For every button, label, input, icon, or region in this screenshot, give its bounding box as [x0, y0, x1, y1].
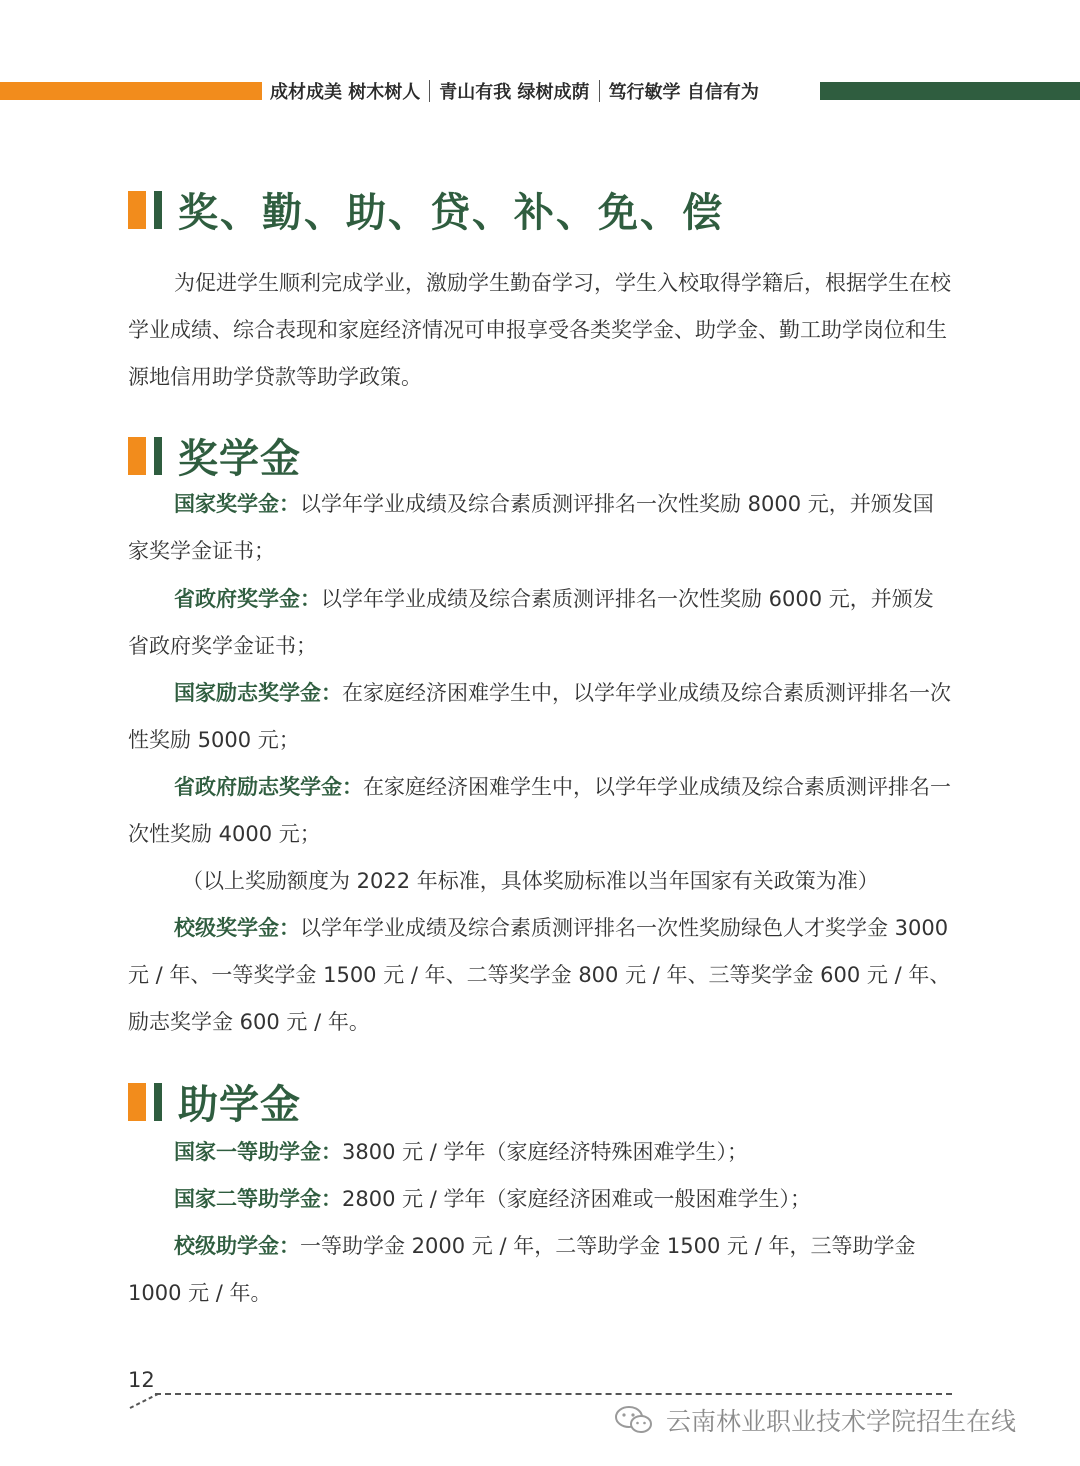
- slogan-1: 成材成美 树木树人: [270, 82, 421, 103]
- term-label: 校级助学金：: [174, 1234, 300, 1258]
- slogan-3: 笃行敏学 自信有为: [608, 82, 759, 103]
- heading-green-marker: [154, 191, 162, 229]
- term-label: 省政府奖学金：: [174, 587, 321, 611]
- header-green-bar: [820, 82, 1080, 100]
- term-text: 以学年学业成绩及综合素质测评排名一次性奖励 8000 元，并颁发国家奖学金证书；: [128, 492, 934, 563]
- term-label: 校级奖学金：: [174, 916, 300, 940]
- heading-title: 助学金: [178, 1082, 301, 1128]
- footer-dashed-line: [155, 1393, 952, 1395]
- header-orange-bar: [0, 82, 262, 100]
- watermark-text: 云南林业职业技术学院招生在线: [666, 1407, 1017, 1436]
- term-label: 省政府励志奖学金：: [174, 775, 363, 799]
- grant-item-national-first: [128, 1129, 952, 1176]
- header-slogans: [270, 76, 815, 106]
- term-text: 以学年学业成绩及综合素质测评排名一次性奖励 6000 元，并颁发省政府奖学金证书；: [128, 587, 934, 658]
- heading-green-marker: [154, 437, 162, 475]
- scholarship-item-provincial-inspirational: [128, 764, 952, 858]
- term-label: 国家奖学金：: [174, 492, 300, 516]
- scholarship-item-national-inspirational: [128, 670, 952, 764]
- term-label: 国家励志奖学金：: [174, 681, 342, 705]
- intro-paragraph: 为促进学生顺利完成学业，激励学生勤奋学习，学生入校取得学籍后，根据学生在校学业成绩、综合表现和家庭经济情况可申报享受各类奖学金、助学金、勤工助学岗位和生源地信用助学贷款等助学政策。: [128, 271, 951, 389]
- section-heading-intro: [128, 181, 724, 238]
- term-label: 国家二等助学金：: [174, 1187, 342, 1211]
- heading-title: 奖、勤、助、贷、补、免、偿: [178, 190, 724, 236]
- footer-dash-diagonal: [128, 1393, 162, 1409]
- term-label: 国家一等助学金：: [174, 1140, 342, 1164]
- watermark: [614, 1400, 1016, 1440]
- heading-green-marker: [154, 1083, 162, 1121]
- term-text: 一等助学金 2000 元 / 年，二等助学金 1500 元 / 年，三等助学金 1000 元 / 年。: [128, 1234, 916, 1305]
- scholarship-note: （以上奖励额度为 2022 年标准，具体奖励标准以当年国家有关政策为准）: [182, 869, 879, 893]
- term-text: 3800 元 / 学年（家庭经济特殊困难学生）；: [342, 1140, 749, 1164]
- term-text: 在家庭经济困难学生中，以学年学业成绩及综合素质测评排名一次性奖励 5000 元；: [128, 681, 951, 752]
- scholarship-item-provincial: [128, 576, 952, 670]
- term-text: 2800 元 / 学年（家庭经济困难或一般困难学生）；: [342, 1187, 812, 1211]
- heading-title: 奖学金: [178, 436, 301, 482]
- scholarship-item-school: [128, 905, 952, 1046]
- grant-item-national-second: [128, 1176, 952, 1223]
- grant-item-school: [128, 1223, 952, 1317]
- slogan-divider: [429, 80, 430, 102]
- slogan-2: 青山有我 绿树成荫: [439, 82, 590, 103]
- page-number: 12: [128, 1368, 155, 1392]
- slogan-divider: [599, 80, 600, 102]
- heading-orange-marker: [128, 437, 146, 475]
- wechat-icon: [614, 1404, 654, 1436]
- term-text: 以学年学业成绩及综合素质测评排名一次性奖励绿色人才奖学金 3000 元 / 年、一等奖学金 1500 元 / 年、二等奖学金 800 元 / 年、三等奖学金 600 元 / 年、励志奖学金 600 元 / 年。: [128, 916, 951, 1034]
- heading-orange-marker: [128, 1083, 146, 1121]
- term-text: 在家庭经济困难学生中，以学年学业成绩及综合素质测评排名一次性奖励 4000 元；: [128, 775, 951, 846]
- heading-orange-marker: [128, 191, 146, 229]
- section-heading-grant: [128, 1073, 301, 1130]
- scholarship-item-national: [128, 481, 952, 575]
- section-heading-scholarship: [128, 427, 301, 484]
